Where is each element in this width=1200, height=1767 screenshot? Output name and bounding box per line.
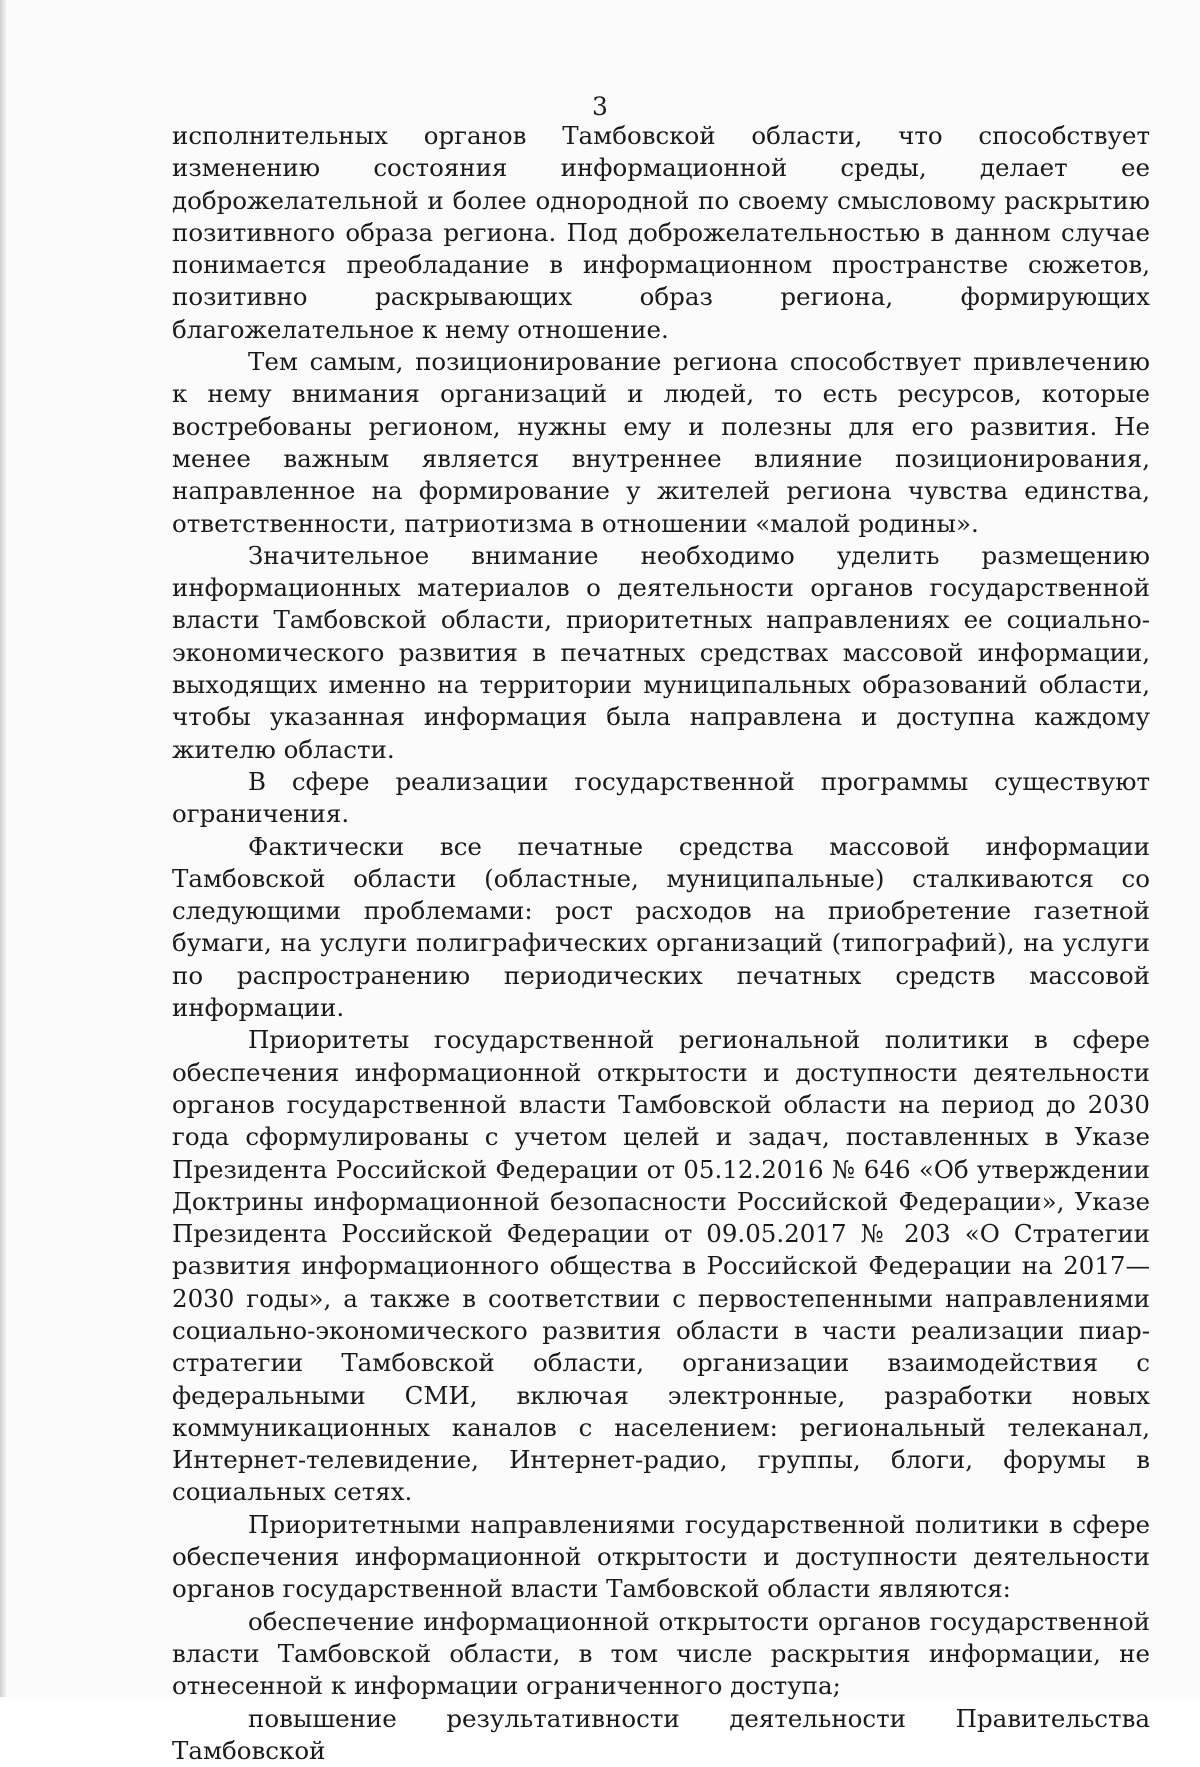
paragraph-3: Значительное внимание необходимо уделить размещению информационных материалов о деятельности органов государственной власти Тамбовской области, приоритетных направлениях ее социально-экономического развития в печатных средствах массовой информации, выходящих именно на территории муниципальных образований области, чтобы указанная информация была направлена и доступна каждому жителю области. — [172, 540, 1150, 764]
paragraph-4: В сфере реализации государственной программы существуют ограничения. — [172, 766, 1150, 829]
page-number: 3 — [592, 92, 608, 121]
paragraph-8: обеспечение информационной открытости органов государственной власти Тамбовской области, в том числе раскрытия информации, не отнесенной к информации ограниченного доступа; — [172, 1606, 1150, 1701]
paragraph-5: Фактически все печатные средства массовой информации Тамбовской области (областные, муниципальные) сталкиваются со следующими проблемами: рост расходов на приобретение газетной бумаги, на услуги полиграфических организаций (типографий), на услуги по распространению периодических печатных средств массовой информации. — [172, 831, 1150, 1023]
paragraph-6: Приоритеты государственной региональной политики в сфере обеспечения информационной открытости и доступности деятельности органов государственной власти Тамбовской области на период до 2030 года сформулированы с учетом целей и задач, поставленных в Указе Президента Российской Федерации от 05.12.2016 № 646 «Об утверждении Доктрины информационной безопасности Российской Федерации», Указе Президента Российской Федерации от 09.05.2017 № 203 «О Стратегии развития информационного общества в Российской Федерации на 2017—2030 годы», а также в соответствии с первостепенными направлениями социально-экономического развития области в части реализации пиар-стратегии Тамбовской области, организации взаимодействия с федеральными СМИ, включая электронные, разработки новых коммуникационных каналов с населением: региональный телеканал, Интернет-телевидение, Интернет-радио, группы, блоги, форумы в социальных сетях. — [172, 1025, 1150, 1507]
document-body — [172, 120, 1150, 1767]
paragraph-2: Тем самым, позиционирование региона способствует привлечению к нему внимания организаций и людей, то есть ресурсов, которые востребованы регионом, нужны ему и полезны для его развития. Не менее важным является внутреннее влияние позиционирования, направленное на формирование у жителей региона чувства единства, ответственности, патриотизма в отношении «малой родины». — [172, 347, 1150, 538]
paragraph-1: исполнительных органов Тамбовской области, что способствует изменению состояния информационной среды, делает ее доброжелательной и более однородной по своему смысловому раскрытию позитивного образа региона. Под доброжелательностью в данном случае понимается преобладание в информационном пространстве сюжетов, позитивно раскрывающих образ региона, формирующих благожелательное к нему отношение. — [172, 121, 1150, 344]
scan-edge-shadow — [0, 0, 6, 1697]
paragraph-7: Приоритетными направлениями государственной политики в сфере обеспечения информационной открытости и доступности деятельности органов государственной власти Тамбовской области являются: — [172, 1509, 1150, 1604]
paragraph-9: повышение результативности деятельности Правительства Тамбовской — [172, 1703, 1150, 1765]
